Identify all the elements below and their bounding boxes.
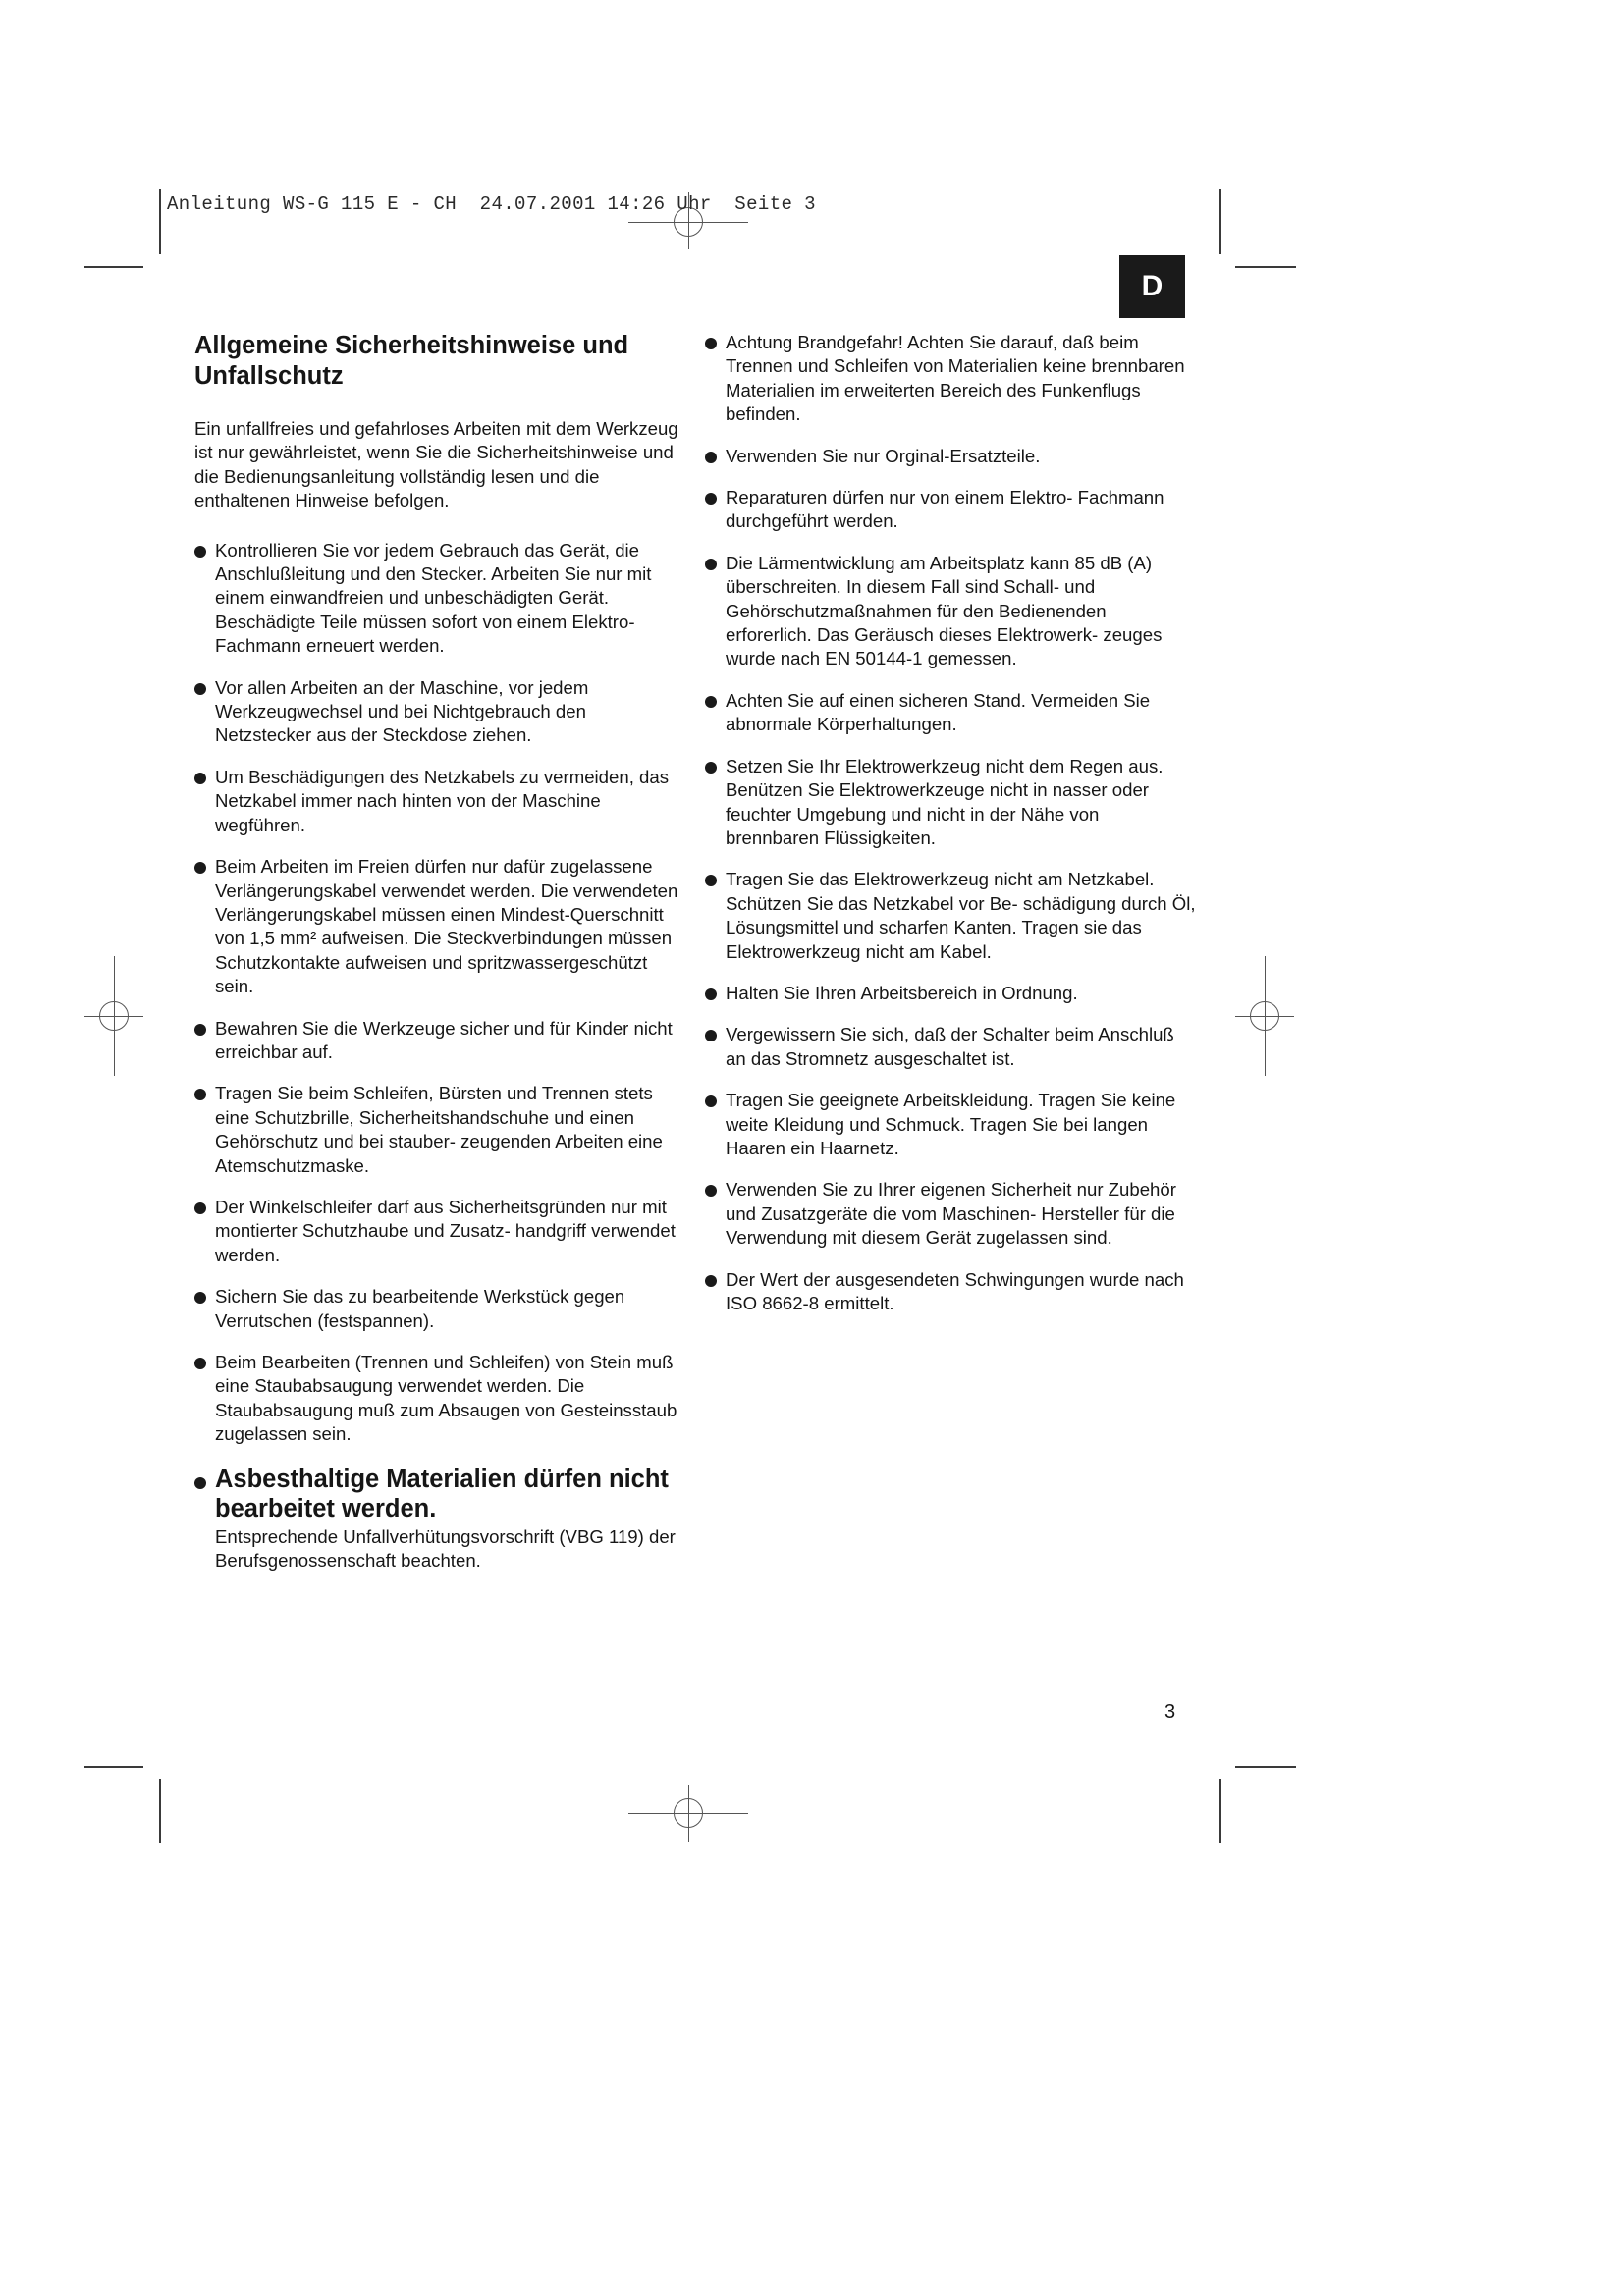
list-item: Setzen Sie Ihr Elektrowerkzeug nicht dem Regen aus. Benützen Sie Elektrowerkzeuge nicht in nasser oder feuchter Umgebung und nicht in der Nähe von brennbaren Flüssigkeiten. (705, 755, 1196, 851)
warning-body: Entsprechende Unfallverhütungsvorschrift (VBG 119) der Berufsgenossenschaft beachten. (215, 1525, 676, 1572)
crop-mark (1219, 189, 1221, 254)
list-item: Verwenden Sie zu Ihrer eigenen Sicherheit nur Zubehör und Zusatzgeräte die vom Maschinen- Hersteller für die Verwendung mit diesem Gerät zugelassen sind. (705, 1178, 1196, 1250)
list-item: Reparaturen dürfen nur von einem Elektro- Fachmann durchgeführt werden. (705, 486, 1196, 534)
list-item: Um Beschädigungen des Netzkabels zu vermeiden, das Netzkabel immer nach hinten von der Maschine wegführen. (194, 766, 685, 837)
bullet-icon (705, 338, 717, 349)
crop-mark (1235, 1766, 1296, 1768)
bullet-icon (194, 546, 206, 558)
list-item: Die Lärmentwicklung am Arbeitsplatz kann 85 dB (A) überschreiten. In diesem Fall sind Schall- und Gehörschutzmaßnahmen für den Bedienenden erforerlich. Das Geräusch dieses Elektrowerk- zeuges wurde nach EN 50144-1 gemessen. (705, 552, 1196, 671)
crop-mark (159, 189, 161, 254)
list-item: Verwenden Sie nur Orginal-Ersatzteile. (705, 445, 1196, 468)
language-tab: D (1119, 255, 1185, 318)
bullet-icon (194, 1202, 206, 1214)
list-item: Sichern Sie das zu bearbeitende Werkstück gegen Verrutschen (festspannen). (194, 1285, 685, 1333)
list-item: Tragen Sie das Elektrowerkzeug nicht am Netzkabel. Schützen Sie das Netzkabel vor Be- schädigung durch Öl, Lösungsmittel und scharfen Kanten. Tragen sie das Elektrowerkzeug nicht am Kabel. (705, 868, 1196, 964)
crop-mark (84, 1766, 143, 1768)
bullet-icon (705, 493, 717, 505)
list-item: Vergewissern Sie sich, daß der Schalter beim Anschluß an das Stromnetz ausgeschaltet ist. (705, 1023, 1196, 1071)
bullet-icon (705, 1095, 717, 1107)
crop-mark (84, 266, 143, 268)
list-item: Beim Bearbeiten (Trennen und Schleifen) von Stein muß eine Staubabsaugung verwendet werden. Die Staubabsaugung muß zum Absaugen von Gesteinsstaub zugelassen sein. (194, 1351, 685, 1447)
print-slug: Anleitung WS-G 115 E - CH 24.07.2001 14:26 Uhr Seite 3 (167, 193, 816, 215)
list-item: Vor allen Arbeiten an der Maschine, vor jedem Werkzeugwechsel und bei Nichtgebrauch den Netzstecker aus der Steckdose ziehen. (194, 676, 685, 748)
page-number: 3 (1164, 1701, 1176, 1723)
bullet-icon (705, 1030, 717, 1041)
warning-title: Asbesthaltige Materialien dürfen nicht bearbeitet werden. (215, 1465, 669, 1522)
list-item: Tragen Sie geeignete Arbeitskleidung. Tragen Sie keine weite Kleidung und Schmuck. Tragen Sie bei langen Haaren ein Haarnetz. (705, 1089, 1196, 1160)
bullet-icon (705, 988, 717, 1000)
bullet-icon (194, 1358, 206, 1369)
list-item: Kontrollieren Sie vor jedem Gebrauch das Gerät, die Anschlußleitung und den Stecker. Arbeiten Sie nur mit einem einwandfreien und unbeschädigten Gerät. Beschädigte Teile müssen sofort von einem Elektro-Fachmann erneuert werden. (194, 539, 685, 659)
list-item: Tragen Sie beim Schleifen, Bürsten und Trennen stets eine Schutzbrille, Sicherheitshandschuhe und einen Gehörschutz und bei stauber- zeugenden Arbeiten eine Atemschutzmaske. (194, 1082, 685, 1178)
list-item: Der Winkelschleifer darf aus Sicherheitsgründen nur mit montierter Schutzhaube und Zusatz- handgriff verwendet werden. (194, 1196, 685, 1267)
bullet-icon (705, 452, 717, 463)
list-item: Der Wert der ausgesendeten Schwingungen wurde nach ISO 8662-8 ermittelt. (705, 1268, 1196, 1316)
intro-paragraph: Ein unfallfreies und gefahrloses Arbeiten mit dem Werkzeug ist nur gewährleistet, wenn Sie die Sicherheitshinweise und die Bedienungsanleitung vollständig lesen und die enthaltenen Hinweise befolgen. (194, 418, 678, 511)
crop-mark (1235, 266, 1296, 268)
section-title: Allgemeine Sicherheitshinweise und Unfallschutz (194, 332, 629, 390)
bullet-icon (705, 1275, 717, 1287)
bullet-icon (705, 762, 717, 774)
bullet-icon (705, 875, 717, 886)
list-item: Halten Sie Ihren Arbeitsbereich in Ordnung. (705, 982, 1196, 1005)
list-item: Achtung Brandgefahr! Achten Sie darauf, daß beim Trennen und Schleifen von Materialien keine brennbaren Materialien im erweiterten Bereich des Funkenflugs befinden. (705, 331, 1196, 427)
bullet-icon (705, 1185, 717, 1197)
bullet-icon (705, 559, 717, 570)
crop-mark (159, 1779, 161, 1843)
list-item: Bewahren Sie die Werkzeuge sicher und für Kinder nicht erreichbar auf. (194, 1017, 685, 1065)
left-column (194, 331, 685, 1573)
bullet-icon (194, 1024, 206, 1036)
bullet-icon (194, 683, 206, 695)
bullet-icon (194, 1089, 206, 1100)
bullet-icon (194, 1292, 206, 1304)
list-item: Beim Arbeiten im Freien dürfen nur dafür zugelassene Verlängerungskabel verwendet werden. Die verwendeten Verlängerungskabel müssen einen Mindest-Querschnitt von 1,5 mm² aufweisen. Die Steckverbindungen müssen Schutzkontakte aufweisen und spritzwassergeschützt sein. (194, 855, 685, 998)
crop-mark (1219, 1779, 1221, 1843)
right-column (705, 331, 1196, 1333)
bullet-icon (194, 862, 206, 874)
asbestos-warning (194, 1465, 685, 1574)
bullet-icon (705, 696, 717, 708)
bullet-icon (194, 773, 206, 784)
list-item: Achten Sie auf einen sicheren Stand. Vermeiden Sie abnormale Körperhaltungen. (705, 689, 1196, 737)
bullet-icon (194, 1477, 206, 1489)
